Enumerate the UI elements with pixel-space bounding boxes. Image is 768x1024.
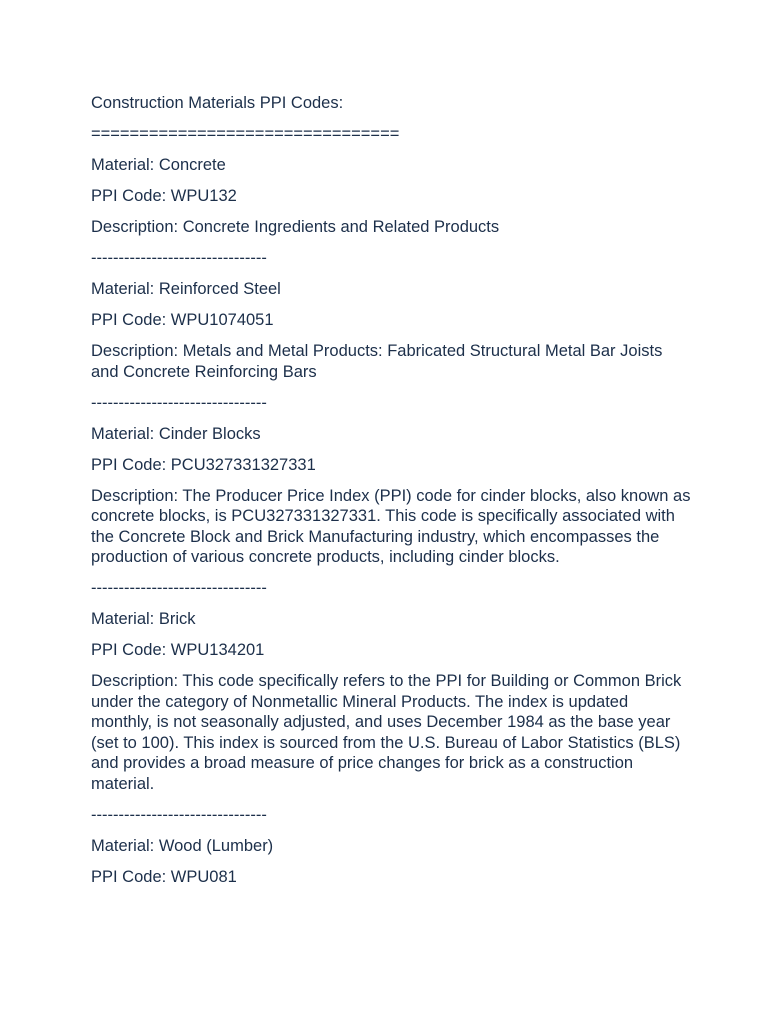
separator: --------------------------------: [91, 249, 267, 267]
material-label: Material: Wood (Lumber): [91, 836, 274, 855]
separator: --------------------------------: [91, 805, 267, 824]
separator: --------------------------------: [91, 393, 267, 412]
separator: --------------------------------: [91, 579, 267, 597]
material-label: Material: Cinder Blocks: [91, 424, 261, 443]
document-title: Construction Materials PPI Codes:: [91, 94, 344, 112]
description: Description: Concrete Ingredients and Related Products: [91, 218, 500, 236]
document-page: [91, 93, 696, 898]
ppi-code: PPI Code: PCU327331327331: [91, 455, 316, 474]
description: Description: This code specifically refers to the PPI for Building or Common Brick under the category of Nonmetallic Mineral Products. The index is updated monthly, is not seasonally adjusted, and uses December 1984 as the base year (set to 100). This index is sourced from the U.S. Bureau of Labor Statistics (BLS) and provides a broad measure of price changes for brick as a construction material.: [91, 672, 686, 793]
material-label: Material: Brick: [91, 610, 196, 628]
description: Description: The Producer Price Index (PPI) code for cinder blocks, also known as concrete blocks, is PCU327331327331. This code is specifically associated with the Concrete Block and Brick Manufacturing industry, which encompasses the production of various concrete products, including cinder blocks.: [91, 486, 696, 566]
description: Description: Metals and Metal Products: Fabricated Structural Metal Bar Joists and Concrete Reinforcing Bars: [91, 342, 667, 381]
ppi-code: PPI Code: WPU1074051: [91, 311, 274, 329]
ppi-code: PPI Code: WPU134201: [91, 641, 265, 659]
ppi-code: PPI Code: WPU132: [91, 187, 237, 205]
ppi-code: PPI Code: WPU081: [91, 867, 237, 886]
material-label: Material: Concrete: [91, 156, 226, 174]
material-label: Material: Reinforced Steel: [91, 280, 281, 298]
title-rule: ================================: [91, 125, 400, 143]
